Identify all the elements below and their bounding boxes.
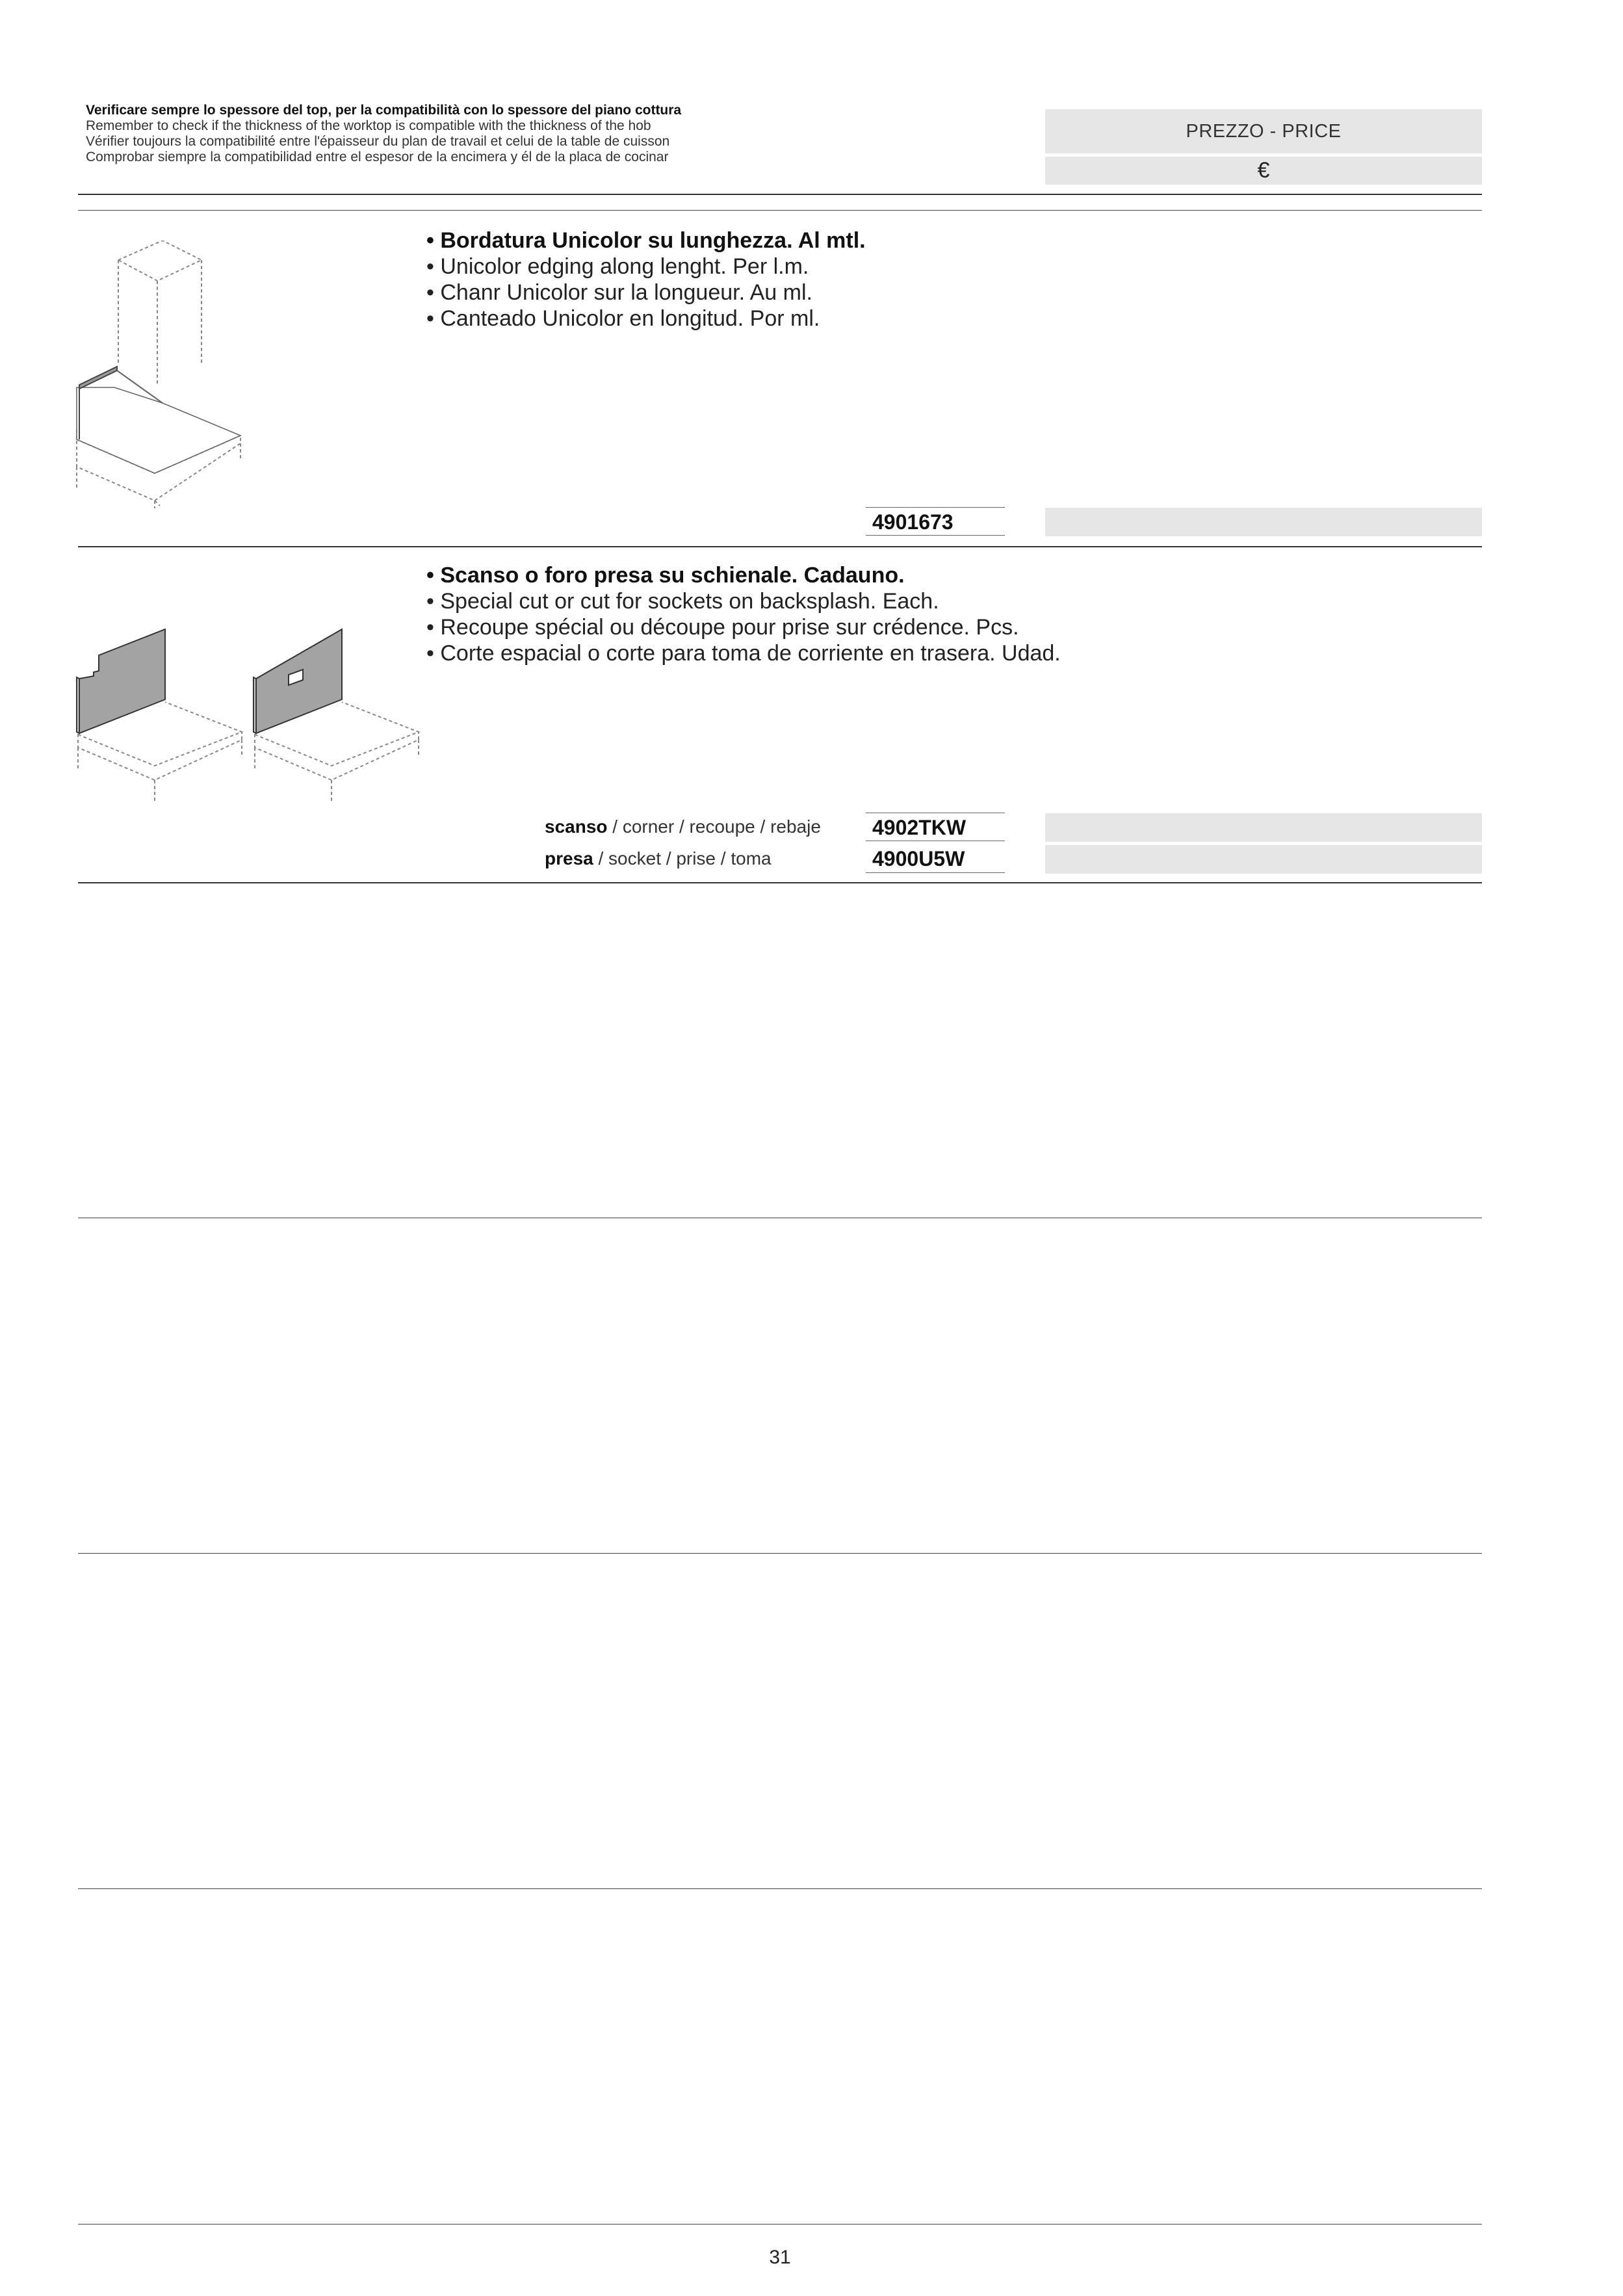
variant-presa-translations: / socket / prise / toma [593, 848, 772, 868]
item-2-line-es: • Corte espacial o corte para toma de corriente en trasera. Udad. [426, 640, 1061, 666]
item-1-line-es: • Canteado Unicolor en longitud. Por ml. [426, 306, 866, 332]
note-english: Remember to check if the thickness of the worktop is compatible with the thickness of the hob [86, 118, 651, 133]
item-1-title: • Bordatura Unicolor su lunghezza. Al mtl. [426, 228, 866, 254]
item-1-code: 4901673 [866, 507, 1005, 536]
compatibility-note [86, 103, 1035, 165]
item-1-description [426, 228, 866, 332]
divider [78, 882, 1482, 883]
item-2-line-fr: • Recoupe spécial ou découpe pour prise sur crédence. Pcs. [426, 614, 1061, 640]
divider [78, 1553, 1482, 1554]
variant-presa-key: presa [545, 848, 593, 868]
item-1-line-en: • Unicolor edging along lenght. Per l.m. [426, 254, 866, 280]
variant-presa-code: 4900U5W [866, 844, 1005, 873]
variant-presa-label [545, 844, 772, 873]
variant-presa-price [1045, 845, 1482, 874]
variant-scanso-code: 4902TKW [866, 813, 1005, 841]
item-2-line-en: • Special cut or cut for sockets on backsplash. Each. [426, 588, 1061, 614]
edging-illustration [71, 241, 247, 514]
note-french: Vérifier toujours la compatibilité entre l'épaisseur du plan de travail et celui de la table de cuisson [86, 134, 670, 149]
item-2-description [426, 562, 1061, 666]
price-column-header: PREZZO - PRICE [1045, 109, 1482, 153]
variant-scanso-price [1045, 813, 1482, 842]
note-spanish: Comprobar siempre la compatibilidad entre el espesor de la encimera y él de la placa de cocinar [86, 150, 669, 164]
divider [78, 194, 1482, 195]
variant-scanso-label [545, 813, 821, 841]
divider [78, 1888, 1482, 1889]
variant-scanso-key: scanso [545, 816, 608, 837]
price-currency: € [1045, 157, 1482, 185]
cutout-illustration [71, 618, 422, 806]
note-italian: Verificare sempre lo spessore del top, per la compatibilità con lo spessore del piano cottura [86, 103, 682, 118]
item-1-price [1045, 508, 1482, 536]
page-number: 31 [769, 2247, 791, 2268]
variant-scanso-translations: / corner / recoupe / rebaje [607, 816, 821, 837]
item-2-title: • Scanso o foro presa su schienale. Cadauno. [426, 562, 1061, 588]
divider [78, 546, 1482, 547]
divider [78, 210, 1482, 211]
item-1-line-fr: • Chanr Unicolor sur la longueur. Au ml. [426, 280, 866, 306]
